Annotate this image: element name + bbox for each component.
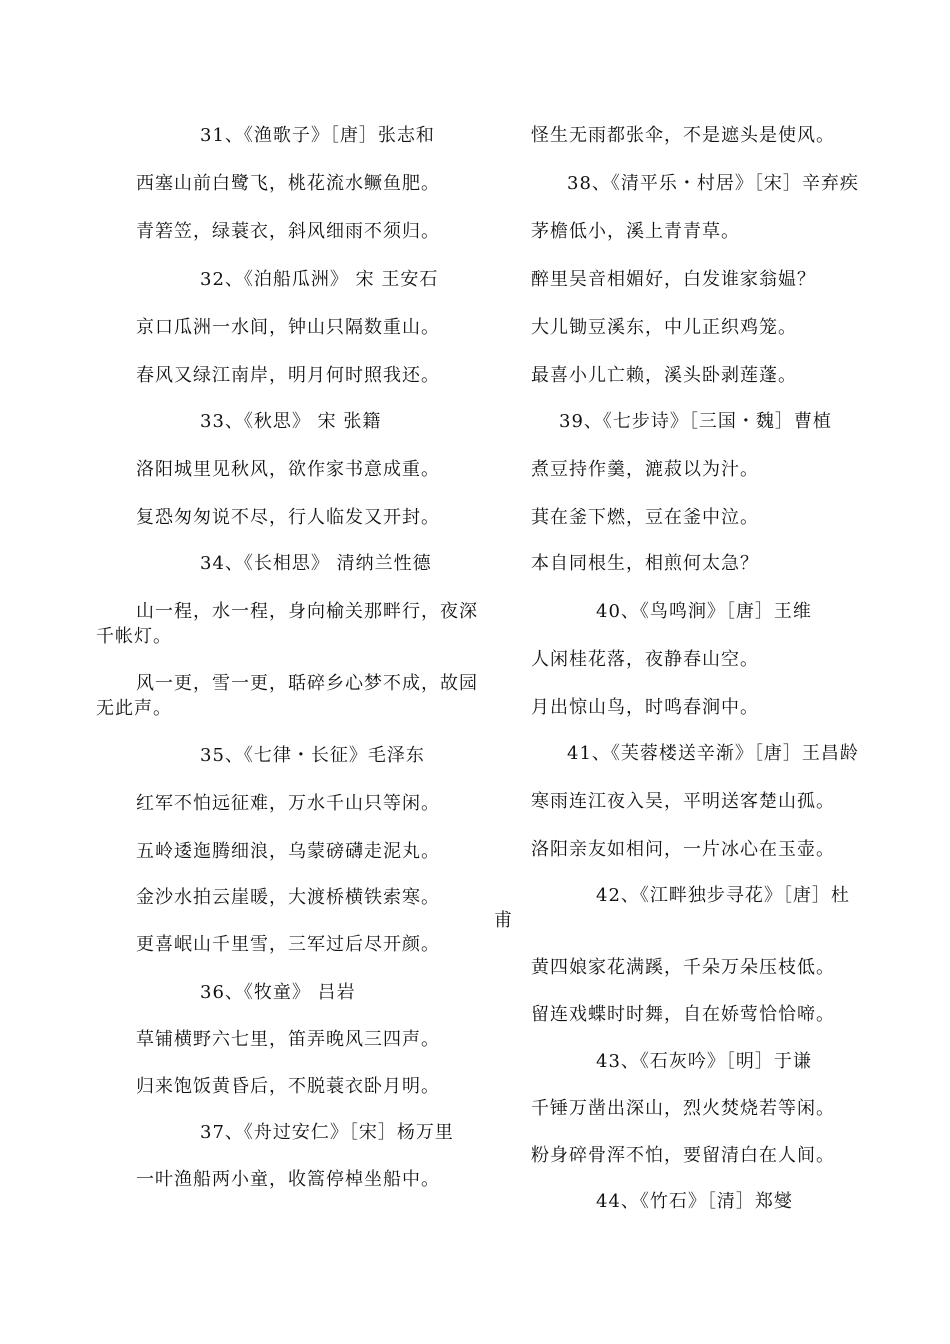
poem-37-line-1: 一叶渔船两小童，收篙停棹坐船中。 <box>136 1169 440 1190</box>
poem-44-title: 44、《竹石》［清］郑燮 <box>596 1191 793 1212</box>
poem-35-line-4: 更喜岷山千里雪，三军过后尽开颜。 <box>136 934 440 955</box>
poem-42-title-wrap: 甫 <box>494 910 513 931</box>
poem-40-line-2: 月出惊山鸟，时鸣春涧中。 <box>531 697 759 718</box>
poem-37-title: 37、《舟过安仁》［宋］杨万里 <box>200 1122 454 1143</box>
poem-38-line-3: 大儿锄豆溪东，中儿正织鸡笼。 <box>531 317 797 338</box>
poem-43-line-2: 粉身碎骨浑不怕，要留清白在人间。 <box>531 1145 835 1166</box>
poem-38-line-1: 茅檐低小，溪上青青草。 <box>531 221 740 242</box>
poem-35-title: 35、《七律・长征》毛泽东 <box>200 745 425 766</box>
poem-33-title: 33、《秋思》 宋 张籍 <box>200 411 382 432</box>
poem-31-title: 31、《渔歌子》［唐］张志和 <box>200 125 435 146</box>
poem-39-line-1: 煮豆持作羹，漉菽以为汁。 <box>531 459 759 480</box>
poem-43-line-1: 千锤万凿出深山，烈火焚烧若等闲。 <box>531 1098 835 1119</box>
poem-37-line-2: 怪生无雨都张伞，不是遮头是使风。 <box>531 125 835 146</box>
poem-42-title: 42、《江畔独步寻花》［唐］杜 <box>596 885 850 906</box>
poem-34-title: 34、《长相思》 清纳兰性德 <box>200 553 432 574</box>
poem-42-line-2: 留连戏蝶时时舞，自在娇莺恰恰啼。 <box>531 1004 835 1025</box>
poem-34-line-1a: 山一程，水一程，身向榆关那畔行，夜深 <box>136 601 478 622</box>
poem-38-line-2: 醉里吴音相媚好，白发谁家翁媪？ <box>531 269 816 290</box>
poem-34-line-2b: 无此声。 <box>96 698 172 719</box>
poem-36-line-2: 归来饱饭黄昏后，不脱蓑衣卧月明。 <box>136 1076 440 1097</box>
poem-39-line-3: 本自同根生，相煎何太急？ <box>531 553 759 574</box>
right-column <box>440 0 910 1344</box>
poem-41-line-1: 寒雨连江夜入吴，平明送客楚山孤。 <box>531 791 835 812</box>
poem-35-line-3: 金沙水拍云崖暖，大渡桥横铁索寒。 <box>136 887 440 908</box>
poem-40-title: 40、《鸟鸣涧》［唐］王维 <box>596 601 812 622</box>
poem-32-title: 32、《泊船瓜洲》 宋 王安石 <box>200 269 439 290</box>
poem-38-title: 38、《清平乐・村居》［宋］辛弃疾 <box>567 173 859 194</box>
poem-38-line-4: 最喜小儿亡赖，溪头卧剥莲蓬。 <box>531 365 797 386</box>
poem-34-line-1b: 千帐灯。 <box>96 626 172 647</box>
poem-31-line-2: 青箬笠，绿蓑衣，斜风细雨不须归。 <box>136 221 440 242</box>
poem-32-line-2: 春风又绿江南岸，明月何时照我还。 <box>136 365 440 386</box>
poem-41-line-2: 洛阳亲友如相问，一片冰心在玉壶。 <box>531 839 835 860</box>
poem-41-title: 41、《芙蓉楼送辛渐》［唐］王昌龄 <box>567 743 859 764</box>
poem-40-line-1: 人闲桂花落，夜静春山空。 <box>531 649 759 670</box>
poem-43-title: 43、《石灰吟》［明］于谦 <box>596 1051 812 1072</box>
poem-39-line-2: 萁在釜下燃，豆在釜中泣。 <box>531 507 759 528</box>
poem-34-line-2a: 风一更，雪一更，聒碎乡心梦不成，故园 <box>136 673 478 694</box>
poem-33-line-1: 洛阳城里见秋风，欲作家书意成重。 <box>136 459 440 480</box>
poem-35-line-1: 红军不怕远征难，万水千山只等闲。 <box>136 793 440 814</box>
poem-42-line-1: 黄四娘家花满蹊，千朵万朵压枝低。 <box>531 957 835 978</box>
poem-32-line-1: 京口瓜洲一水间，钟山只隔数重山。 <box>136 317 440 338</box>
poem-36-line-1: 草铺横野六七里，笛弄晚风三四声。 <box>136 1029 440 1050</box>
poem-36-title: 36、《牧童》 吕岩 <box>200 982 356 1003</box>
poem-39-title: 39、《七步诗》［三国・魏］曹植 <box>559 411 832 432</box>
poem-35-line-2: 五岭逶迤腾细浪，乌蒙磅礴走泥丸。 <box>136 841 440 862</box>
poem-33-line-2: 复恐匆匆说不尽，行人临发又开封。 <box>136 507 440 528</box>
poem-31-line-1: 西塞山前白鹭飞，桃花流水鳜鱼肥。 <box>136 173 440 194</box>
